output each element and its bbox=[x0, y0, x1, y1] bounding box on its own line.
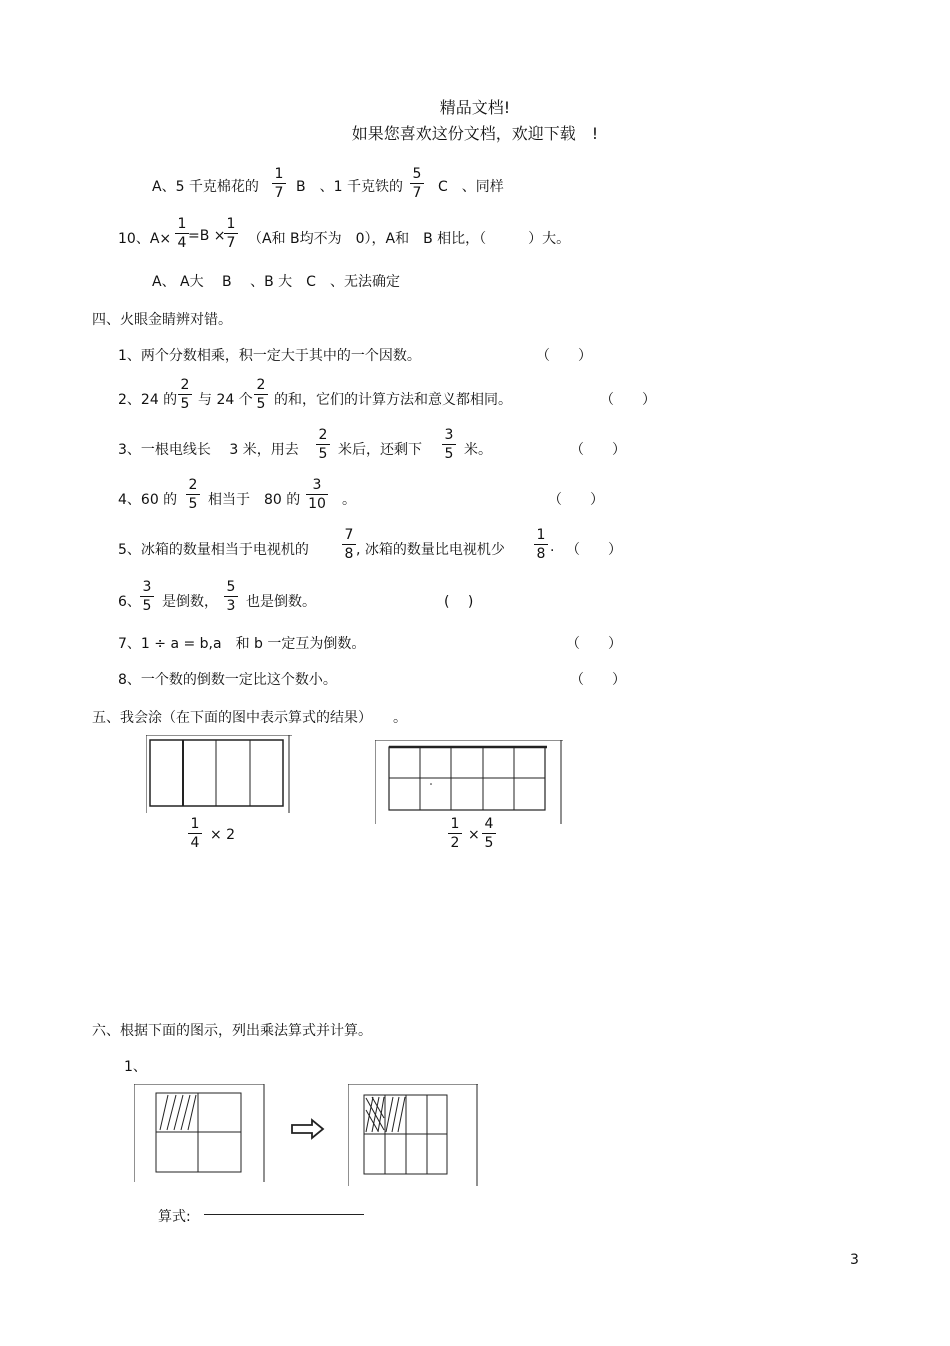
s4-item-6-mid: 是倒数， bbox=[162, 594, 218, 610]
formula-answer-line[interactable] bbox=[204, 1214, 364, 1215]
fraction: 1 4 bbox=[175, 216, 189, 251]
s4-item-3-post: 米。 bbox=[464, 442, 492, 458]
answer-paren: （ ） bbox=[570, 672, 626, 688]
fraction: 3 5 bbox=[140, 579, 154, 614]
q9-option-c-text: C 、同样 bbox=[438, 179, 504, 195]
section-6-title: 六、根据下面的图示，列出乘法算式并计算。 bbox=[92, 1023, 372, 1039]
s4-item-4-mid: 相当于 80 的 bbox=[208, 492, 301, 508]
answer-paren: ( ) bbox=[444, 594, 474, 610]
fraction: 3 5 bbox=[442, 427, 456, 462]
s4-item-5-mid: , 冰箱的数量比电视机少 bbox=[356, 542, 505, 558]
fraction: 1 7 bbox=[272, 166, 286, 201]
answer-paren: （ ） bbox=[570, 442, 626, 458]
s4-item-2-mid: 与 24 个 bbox=[198, 392, 253, 408]
fraction: 2 5 bbox=[254, 377, 268, 412]
header-line-1: 精品文档! bbox=[439, 98, 511, 117]
q10-options: A、 A大 B 、B 大 C 、无法确定 bbox=[152, 274, 400, 290]
q10-mid: =B × bbox=[188, 228, 226, 244]
q10-prefix: 10、A× bbox=[118, 231, 172, 247]
fraction: 2 5 bbox=[316, 427, 330, 462]
s5-expr2-op: × bbox=[468, 827, 480, 843]
header-line-2: 如果您喜欢这份文档，欢迎下载 ! bbox=[351, 124, 599, 143]
s4-item-1-text: 1、两个分数相乘，积一定大于其中的一个因数。 bbox=[118, 348, 421, 364]
q9-option-b-text: B 、1 千克铁的 bbox=[296, 179, 403, 195]
fraction: 1 8 bbox=[534, 527, 548, 562]
section-4-title: 四、火眼金睛辨对错。 bbox=[92, 312, 232, 328]
fraction: 3 10 bbox=[306, 477, 328, 512]
fraction: 2 5 bbox=[186, 477, 200, 512]
fraction: 1 2 bbox=[448, 816, 462, 851]
grid-2x2-shaded bbox=[134, 1084, 266, 1182]
s4-item-6-pre: 6、 bbox=[118, 594, 141, 610]
answer-paren: （ ） bbox=[566, 542, 622, 558]
formula-label: 算式: bbox=[158, 1209, 191, 1225]
s4-item-5-post: . bbox=[550, 539, 555, 555]
answer-paren: （ ） bbox=[548, 492, 604, 508]
q9-option-a-text: A、5 千克棉花的 bbox=[152, 179, 259, 195]
answer-paren: （ ） bbox=[566, 636, 622, 652]
fraction: 5 3 bbox=[224, 579, 238, 614]
s4-item-3-pre: 3、一根电线长 3 米，用去 bbox=[118, 442, 299, 458]
page-number: 3 bbox=[850, 1252, 859, 1268]
s4-item-4-pre: 4、60 的 bbox=[118, 492, 178, 508]
grid-1x4 bbox=[146, 735, 292, 813]
grid-2x5 bbox=[375, 740, 563, 824]
answer-paren: （ ） bbox=[536, 348, 592, 364]
s4-item-5-pre: 5、冰箱的数量相当于电视机的 bbox=[118, 542, 309, 558]
s4-item-6-post: 也是倒数。 bbox=[246, 594, 316, 610]
s4-item-7-text: 7、1 ÷ a = b,a 和 b 一定互为倒数。 bbox=[118, 636, 366, 652]
answer-paren: （ ） bbox=[600, 392, 656, 408]
q10-suffix: （A和 B均不为 0），A和 B 相比，（ ）大。 bbox=[248, 231, 571, 247]
s4-item-2-post: 的和，它们的计算方法和意义都相同。 bbox=[274, 392, 512, 408]
grid-2x4-shaded bbox=[348, 1084, 480, 1186]
s4-item-2-pre: 2、24 的 bbox=[118, 392, 178, 408]
s4-item-4-post: 。 bbox=[342, 492, 356, 508]
fraction: 4 5 bbox=[482, 816, 496, 851]
right-arrow-icon bbox=[290, 1118, 326, 1140]
fraction: 1 7 bbox=[224, 216, 238, 251]
fraction: 1 4 bbox=[188, 816, 202, 851]
s6-item-label: 1、 bbox=[124, 1059, 147, 1075]
s4-item-8-text: 8、一个数的倒数一定比这个数小。 bbox=[118, 672, 337, 688]
fraction: 7 8 bbox=[342, 527, 356, 562]
fraction: 5 7 bbox=[410, 166, 424, 201]
fraction: 2 5 bbox=[178, 377, 192, 412]
section-5-title: 五、我会涂（在下面的图中表示算式的结果） 。 bbox=[92, 710, 407, 726]
s5-expr1-op: × 2 bbox=[210, 827, 236, 843]
s4-item-3-mid: 米后，还剩下 bbox=[338, 442, 422, 458]
